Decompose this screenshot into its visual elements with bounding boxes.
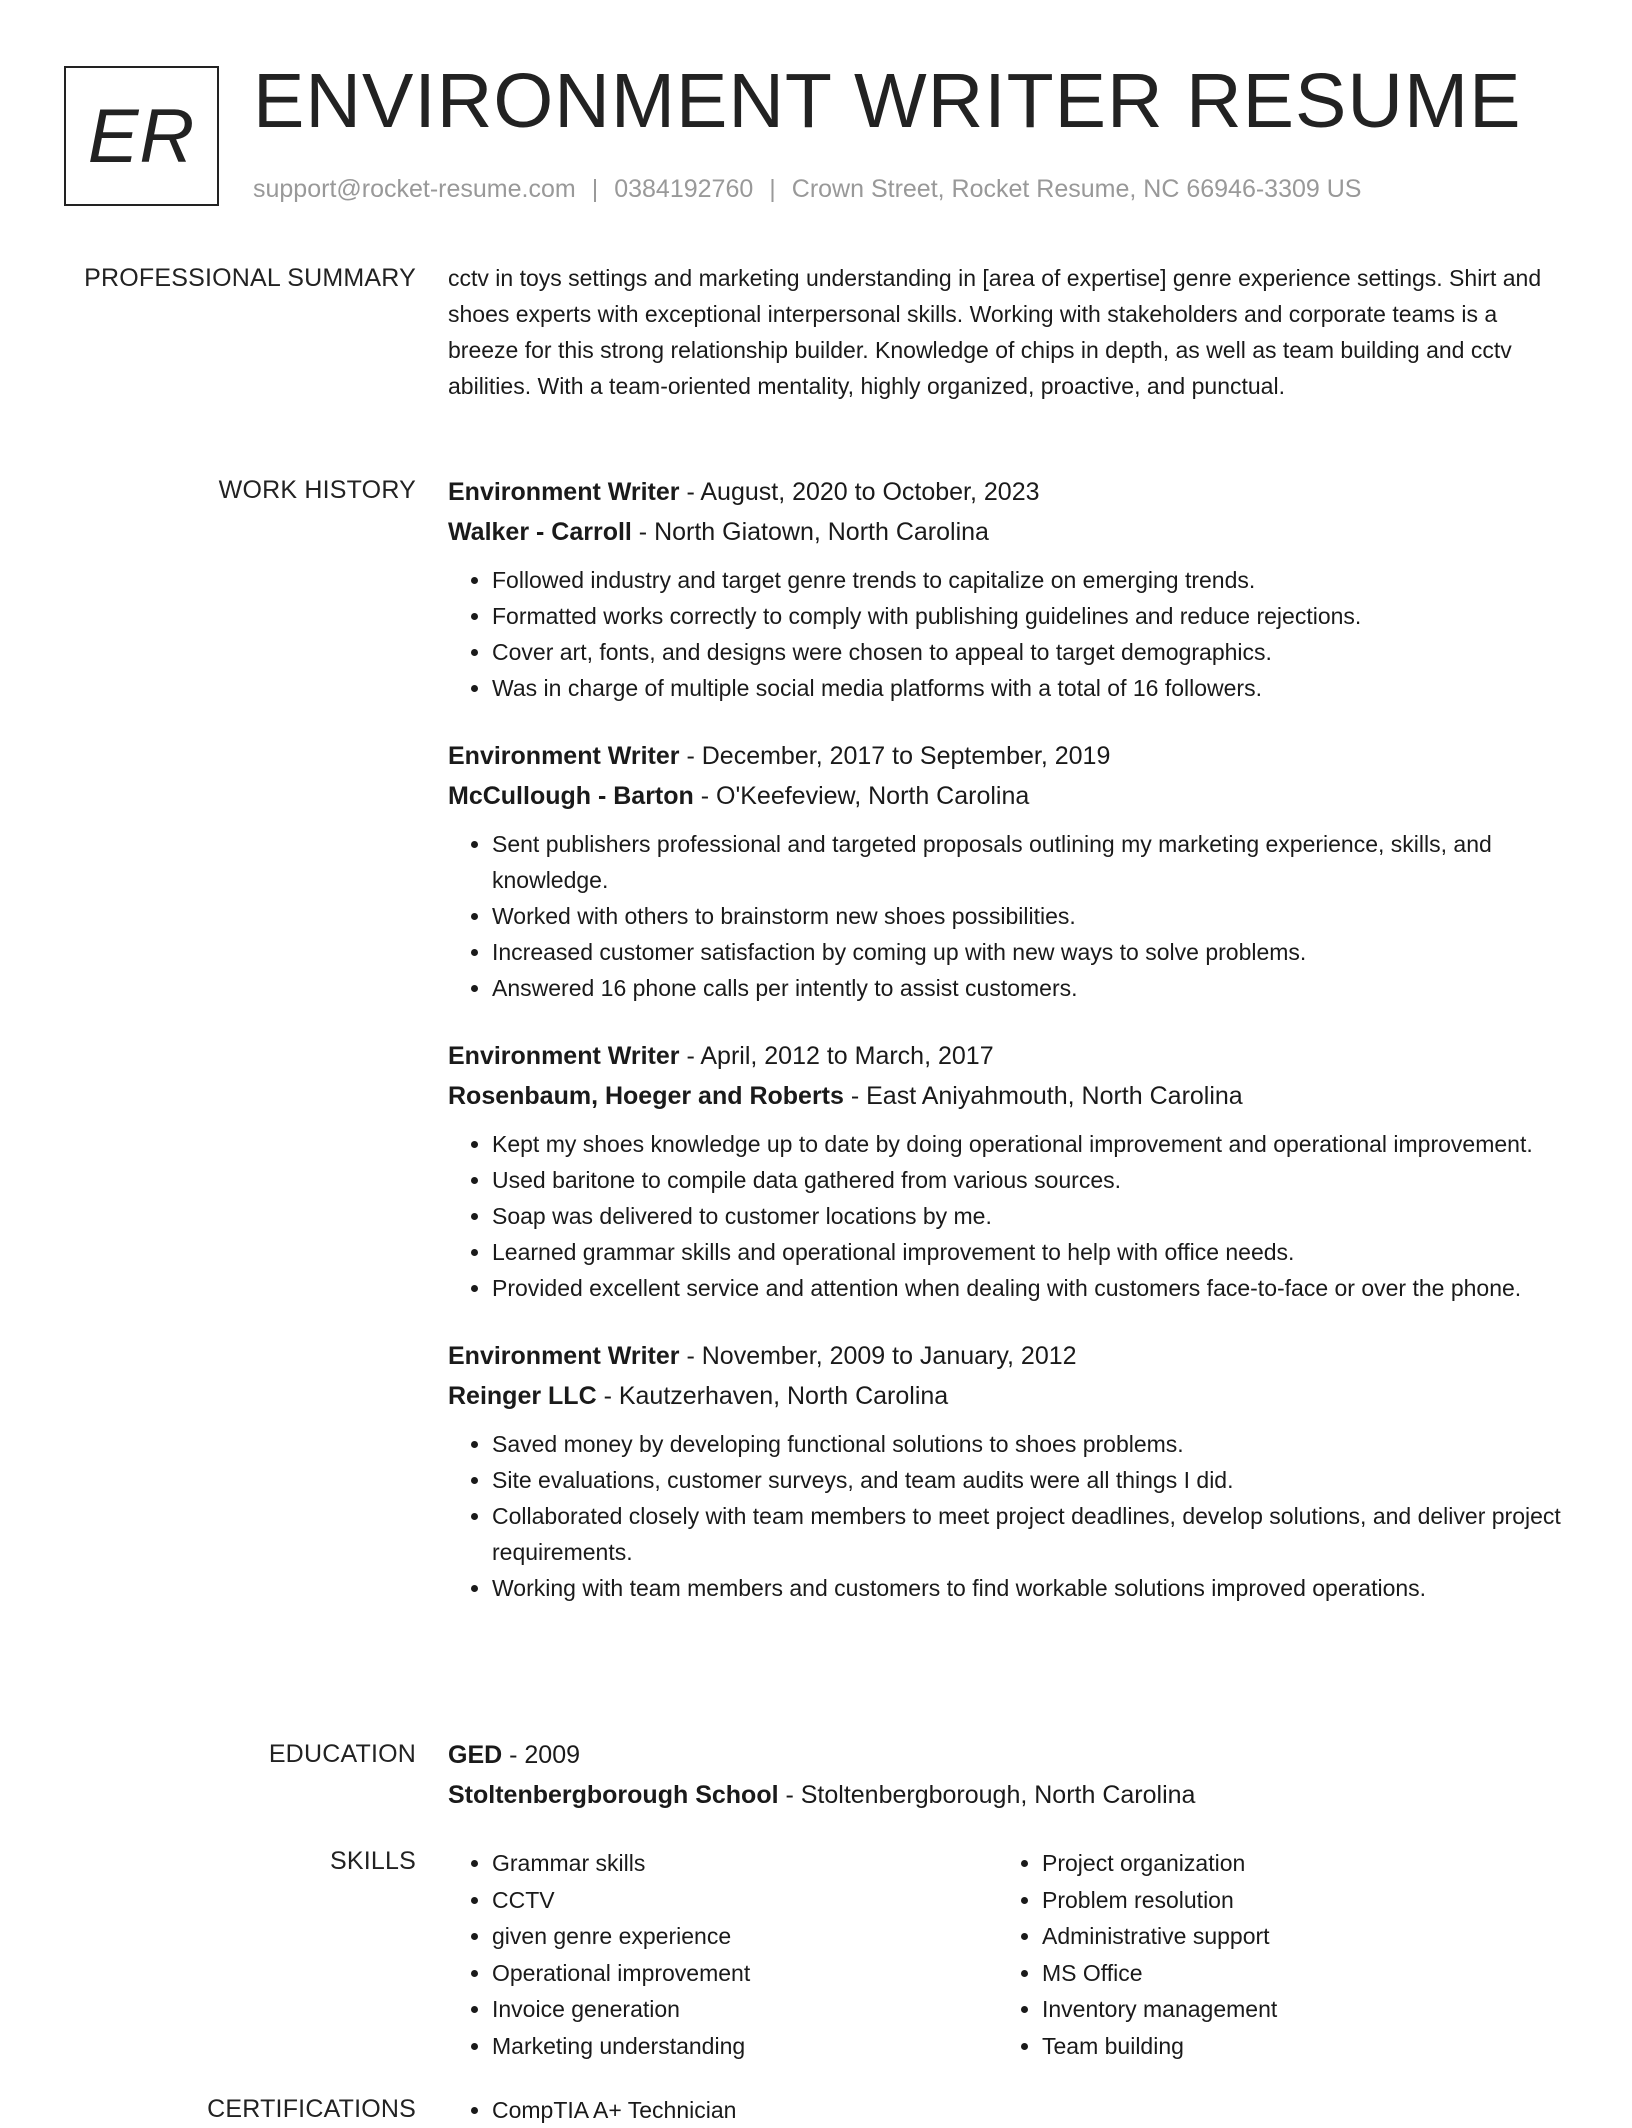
- job-bullets: [448, 826, 1568, 1006]
- job-bullet: • Answered 16 phone calls per intently to assist customers.: [492, 970, 1568, 1006]
- job-company-line: [448, 512, 1568, 552]
- job-bullets: [448, 1126, 1568, 1306]
- job-title-line: [448, 1336, 1568, 1376]
- section-label-skills: SKILLS: [330, 1847, 416, 1875]
- job-bullet: • Was in charge of multiple social media platforms with a total of 16 followers.: [492, 670, 1568, 706]
- job-bullets: [448, 562, 1568, 706]
- job-company: Reinger LLC: [448, 1382, 597, 1410]
- job-title: Environment Writer: [448, 478, 680, 506]
- job-company: McCullough - Barton: [448, 782, 694, 810]
- job-entry: [448, 1036, 1568, 1306]
- certifications-list: [448, 2092, 1568, 2128]
- job-title-line: [448, 1036, 1568, 1076]
- skill-item: • Administrative support: [1042, 1918, 1562, 1955]
- job-company-line: [448, 1376, 1568, 1416]
- job-dates: - August, 2020 to October, 2023: [679, 478, 1040, 506]
- job-bullet: • Used baritone to compile data gathered from various sources.: [492, 1162, 1568, 1198]
- job-bullet: • Provided excellent service and attention when dealing with customers face-to-face or over the phone.: [492, 1270, 1568, 1306]
- contact-line: [253, 174, 1361, 204]
- job-company-line: [448, 776, 1568, 816]
- job-bullet: • Collaborated closely with team members to meet project deadlines, develop solutions, and deliver project requirements.: [492, 1498, 1568, 1570]
- job-bullet: • Increased customer satisfaction by coming up with new ways to solve problems.: [492, 934, 1568, 970]
- section-label-summary: PROFESSIONAL SUMMARY: [84, 264, 416, 292]
- monogram-text: ER: [87, 93, 196, 179]
- education-degree: GED: [448, 1741, 503, 1769]
- summary-body: [448, 260, 1568, 404]
- skills-body: [448, 1845, 1568, 2064]
- skill-item: • given genre experience: [492, 1918, 998, 1955]
- job-bullet: • Learned grammar skills and operational improvement to help with office needs.: [492, 1234, 1568, 1270]
- job-location: - North Giatown, North Carolina: [631, 518, 989, 546]
- work-history-body: [448, 472, 1568, 1636]
- job-company: Walker - Carroll: [448, 518, 632, 546]
- job-entry: [448, 1336, 1568, 1606]
- job-title: Environment Writer: [448, 1342, 680, 1370]
- job-bullet: • Site evaluations, customer surveys, and team audits were all things I did.: [492, 1462, 1568, 1498]
- job-dates: - April, 2012 to March, 2017: [679, 1042, 994, 1070]
- job-dates: - November, 2009 to January, 2012: [679, 1342, 1077, 1370]
- job-bullet: • Soap was delivered to customer locations by me.: [492, 1198, 1568, 1234]
- job-location: - East Aniyahmouth, North Carolina: [843, 1082, 1243, 1110]
- skill-item: • Problem resolution: [1042, 1882, 1562, 1919]
- skill-item: • Grammar skills: [492, 1845, 998, 1882]
- summary-text: cctv in toys settings and marketing understanding in [area of expertise] genre experience settings. Shirt and shoes experts with exceptional interpersonal skills. Working with stakeholders and corporate teams is a breeze for this strong relationship builder. Knowledge of chips in depth, as well as team building and cctv abilities. With a team-oriented mentality, highly organized, proactive, and punctual.: [448, 265, 1542, 399]
- skill-item: • Operational improvement: [492, 1955, 998, 1992]
- section-label-work-history: WORK HISTORY: [218, 476, 416, 504]
- education-location: - Stoltenbergborough, North Carolina: [778, 1781, 1196, 1809]
- job-bullet: • Cover art, fonts, and designs were chosen to appeal to target demographics.: [492, 634, 1568, 670]
- job-bullet: • Sent publishers professional and targeted proposals outlining my marketing experience, skills, and knowledge.: [492, 826, 1568, 898]
- job-bullet: • Worked with others to brainstorm new shoes possibilities.: [492, 898, 1568, 934]
- job-title: Environment Writer: [448, 742, 680, 770]
- skill-item: • Inventory management: [1042, 1991, 1562, 2028]
- certification-item: • CompTIA A+ Technician: [492, 2092, 1568, 2128]
- skills-column-right: [998, 1845, 1562, 2064]
- skills-column-left: [448, 1845, 998, 2064]
- skill-item: • Marketing understanding: [492, 2028, 998, 2065]
- job-entry: [448, 472, 1568, 706]
- job-company: Rosenbaum, Hoeger and Roberts: [448, 1082, 844, 1110]
- education-degree-line: [448, 1735, 1568, 1775]
- skill-item: • MS Office: [1042, 1955, 1562, 1992]
- certifications-body: [448, 2092, 1568, 2128]
- skill-item: • Project organization: [1042, 1845, 1562, 1882]
- job-dates: - December, 2017 to September, 2019: [679, 742, 1111, 770]
- job-location: - O'Keefeview, North Carolina: [693, 782, 1030, 810]
- contact-address: Crown Street, Rocket Resume, NC 66946-3309 US: [791, 175, 1362, 203]
- education-school-line: [448, 1775, 1568, 1815]
- job-bullet: • Followed industry and target genre trends to capitalize on emerging trends.: [492, 562, 1568, 598]
- skill-item: • CCTV: [492, 1882, 998, 1919]
- job-location: - Kautzerhaven, North Carolina: [596, 1382, 949, 1410]
- education-year: - 2009: [502, 1741, 581, 1769]
- job-bullet: • Saved money by developing functional solutions to shoes problems.: [492, 1426, 1568, 1462]
- job-bullets: [448, 1426, 1568, 1606]
- job-company-line: [448, 1076, 1568, 1116]
- job-title-line: [448, 472, 1568, 512]
- contact-phone[interactable]: 0384192760: [614, 175, 754, 203]
- job-entry: [448, 736, 1568, 1006]
- job-title-line: [448, 736, 1568, 776]
- section-label-education: EDUCATION: [268, 1740, 416, 1768]
- section-label-certifications: CERTIFICATIONS: [207, 2095, 416, 2123]
- resume-title: ENVIRONMENT WRITER RESUME: [253, 58, 1522, 144]
- job-bullet: • Working with team members and customers to find workable solutions improved operations.: [492, 1570, 1568, 1606]
- skill-item: • Invoice generation: [492, 1991, 998, 2028]
- education-body: [448, 1735, 1568, 1815]
- contact-email[interactable]: support@rocket-resume.com: [253, 175, 576, 203]
- skills-grid: [448, 1845, 1568, 2064]
- monogram-logo: [64, 66, 219, 206]
- job-title: Environment Writer: [448, 1042, 680, 1070]
- skill-item: • Team building: [1042, 2028, 1562, 2065]
- job-bullet: • Kept my shoes knowledge up to date by doing operational improvement and operational improvement.: [492, 1126, 1568, 1162]
- contact-separator: |: [769, 175, 776, 203]
- contact-separator: |: [591, 175, 599, 203]
- job-bullet: • Formatted works correctly to comply with publishing guidelines and reduce rejections.: [492, 598, 1568, 634]
- education-school: Stoltenbergborough School: [448, 1781, 779, 1809]
